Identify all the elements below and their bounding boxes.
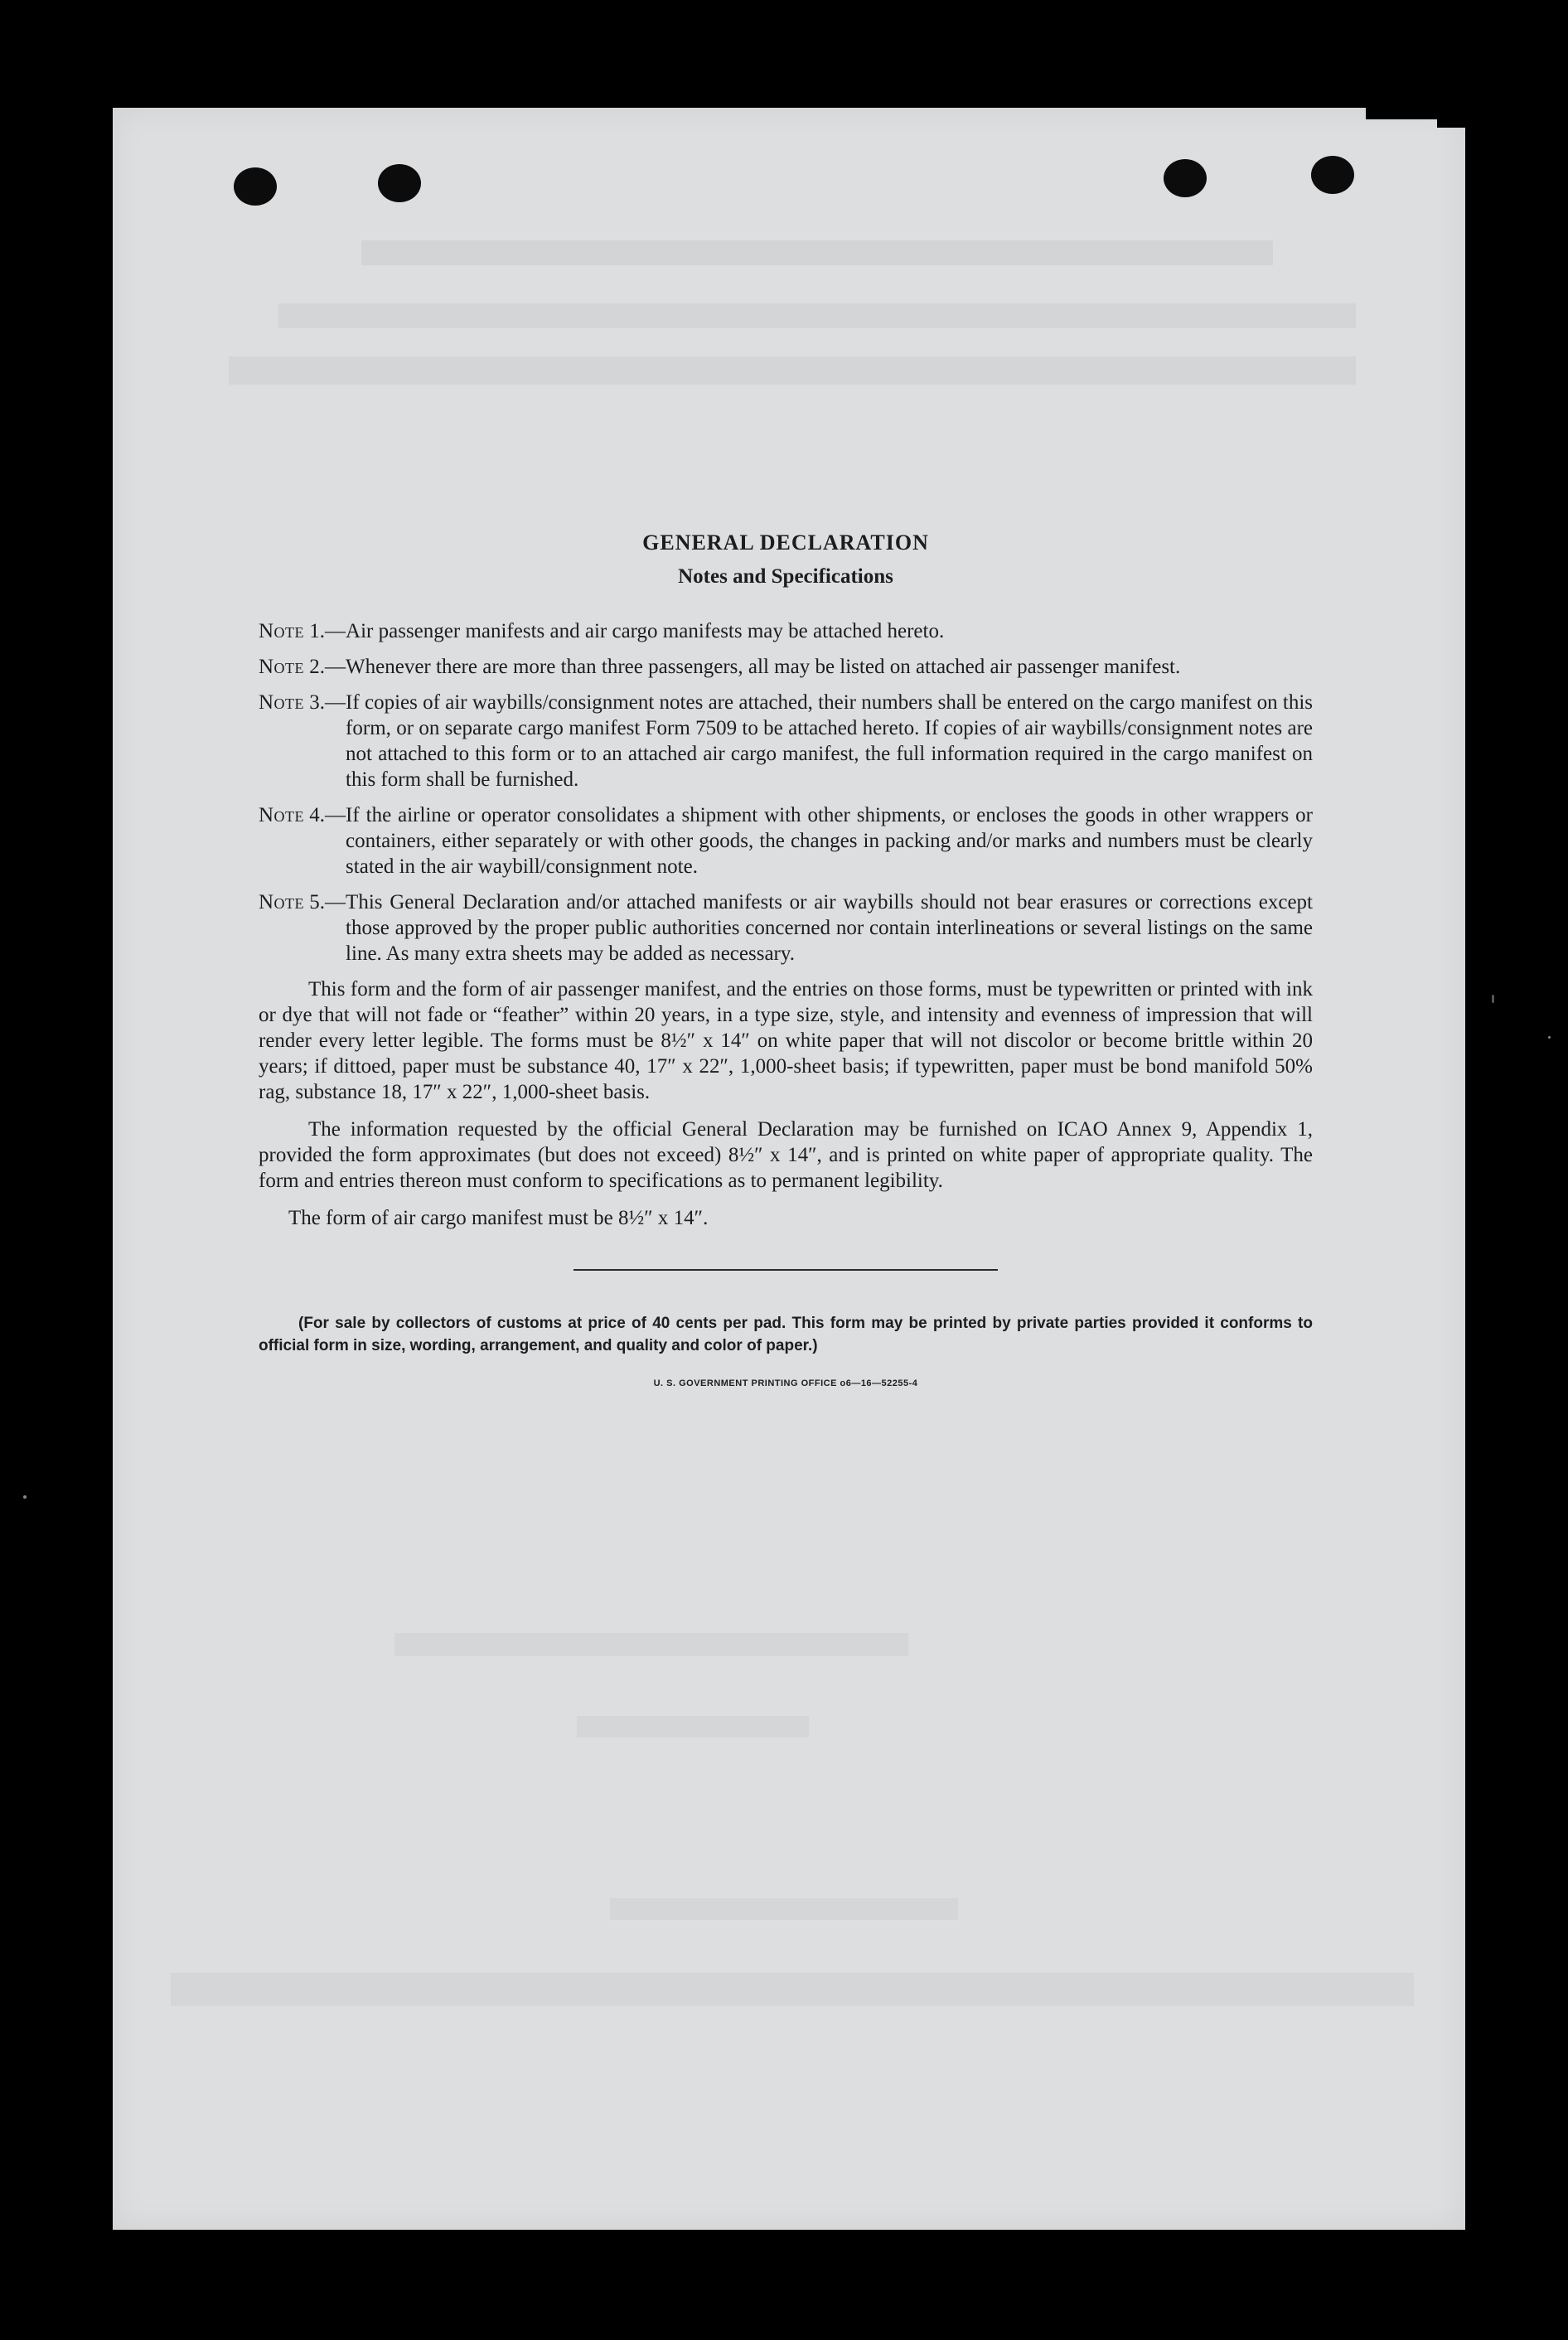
note-label: Note 1.— (259, 620, 346, 642)
note-text: If copies of air waybills/consignment notes are attached, their numbers shall be entered on the cargo manifest on this form, or on separate cargo manifest Form 7509 to be attached hereto. If copies of air waybills/consignment notes are not attached to this form or to an attached air cargo manifest, the full information required in the cargo manifest on this form shall be furnished. (346, 691, 1313, 791)
form-specifications-paragraph: This form and the form of air passenger manifest, and the entries on those forms, must be typewritten or printed with ink or dye that will not fade or “feather” within 20 years, in a type size, style, and intensity and evenness of impression that will render every letter legible. The forms must be 8½″ x 14″ on white paper that will not discolor or become brittle within 20 years; if dittoed, paper must be substance 40, 17″ x 22″, 1,000-sheet basis; if typewritten, paper must be bond manifold 50% rag, substance 18, 17″ x 22″, 1,000-sheet basis. (259, 978, 1313, 1103)
note-4 (259, 802, 1313, 879)
note-text: If the airline or operator consolidates a shipment with other shipments, or encloses the goods in other wrappers or containers, either separately or with other goods, the changes in packing and/or marks and numbers must be clearly stated in the air waybill/consignment note. (346, 804, 1313, 878)
bleed-through-line-4 (394, 1633, 908, 1656)
punch-hole-left-1 (234, 167, 277, 206)
punch-hole-right-1 (1164, 159, 1207, 197)
bleed-through-header (569, 153, 1149, 194)
punch-hole-right-2 (1311, 156, 1354, 194)
sale-notice: (For sale by collectors of customs at price of 40 cents per pad. This form may be printed by private parties provided it conforms to official form in size, wording, arrangement, and quality and color of paper.) (259, 1315, 1313, 1354)
note-label: Note 2.— (259, 656, 346, 678)
bleed-through-line-7 (171, 1973, 1414, 2006)
printer-imprint: U. S. GOVERNMENT PRINTING OFFICE o6—16—52255-4 (653, 1378, 918, 1388)
note-3 (259, 690, 1313, 792)
bleed-through-line-5 (577, 1716, 809, 1737)
note-text: This General Declaration and/or attached manifests or air waybills should not bear erasures or corrections except those approved by the proper public authorities concerned nor contain interlineations or several listings on the same line. As many extra sheets may be added as necessary. (346, 891, 1313, 965)
note-label: Note 3.— (259, 691, 346, 714)
punch-hole-left-2 (378, 164, 421, 202)
torn-corner-tab (1437, 119, 1465, 128)
cargo-manifest-size-paragraph: The form of air cargo manifest must be 8½″ x 14″. (288, 1207, 709, 1229)
page-title: GENERAL DECLARATION (642, 530, 929, 555)
dust-speck (23, 1495, 27, 1499)
note-text: Air passenger manifests and air cargo manifests may be attached hereto. (346, 620, 945, 642)
page-subtitle: Notes and Specifications (678, 565, 893, 588)
note-1 (259, 618, 1313, 644)
icao-paragraph: The information requested by the official General Declaration may be furnished on ICAO Annex 9, Appendix 1, provided the form approximates (but does not exceed) 8½″ x 14″, and is printed on white paper of appropriate quality. The form and entries thereon must conform to specifications as to permanent legibility. (259, 1118, 1313, 1192)
dust-speck (1548, 1036, 1551, 1039)
bleed-through-line-3 (229, 356, 1356, 385)
bleed-through-line-6 (610, 1898, 958, 1920)
note-label: Note 5.— (259, 891, 346, 913)
note-2 (259, 654, 1313, 680)
note-5 (259, 889, 1313, 967)
dust-speck (1492, 995, 1494, 1003)
bleed-through-line-1 (361, 240, 1273, 265)
note-label: Note 4.— (259, 804, 346, 826)
declaration-notes (259, 530, 1313, 1388)
bleed-through-line-2 (278, 303, 1356, 328)
divider-rule (573, 1269, 998, 1271)
note-text: Whenever there are more than three passengers, all may be listed on attached air passenger manifest. (346, 656, 1181, 678)
torn-corner (1366, 108, 1465, 119)
